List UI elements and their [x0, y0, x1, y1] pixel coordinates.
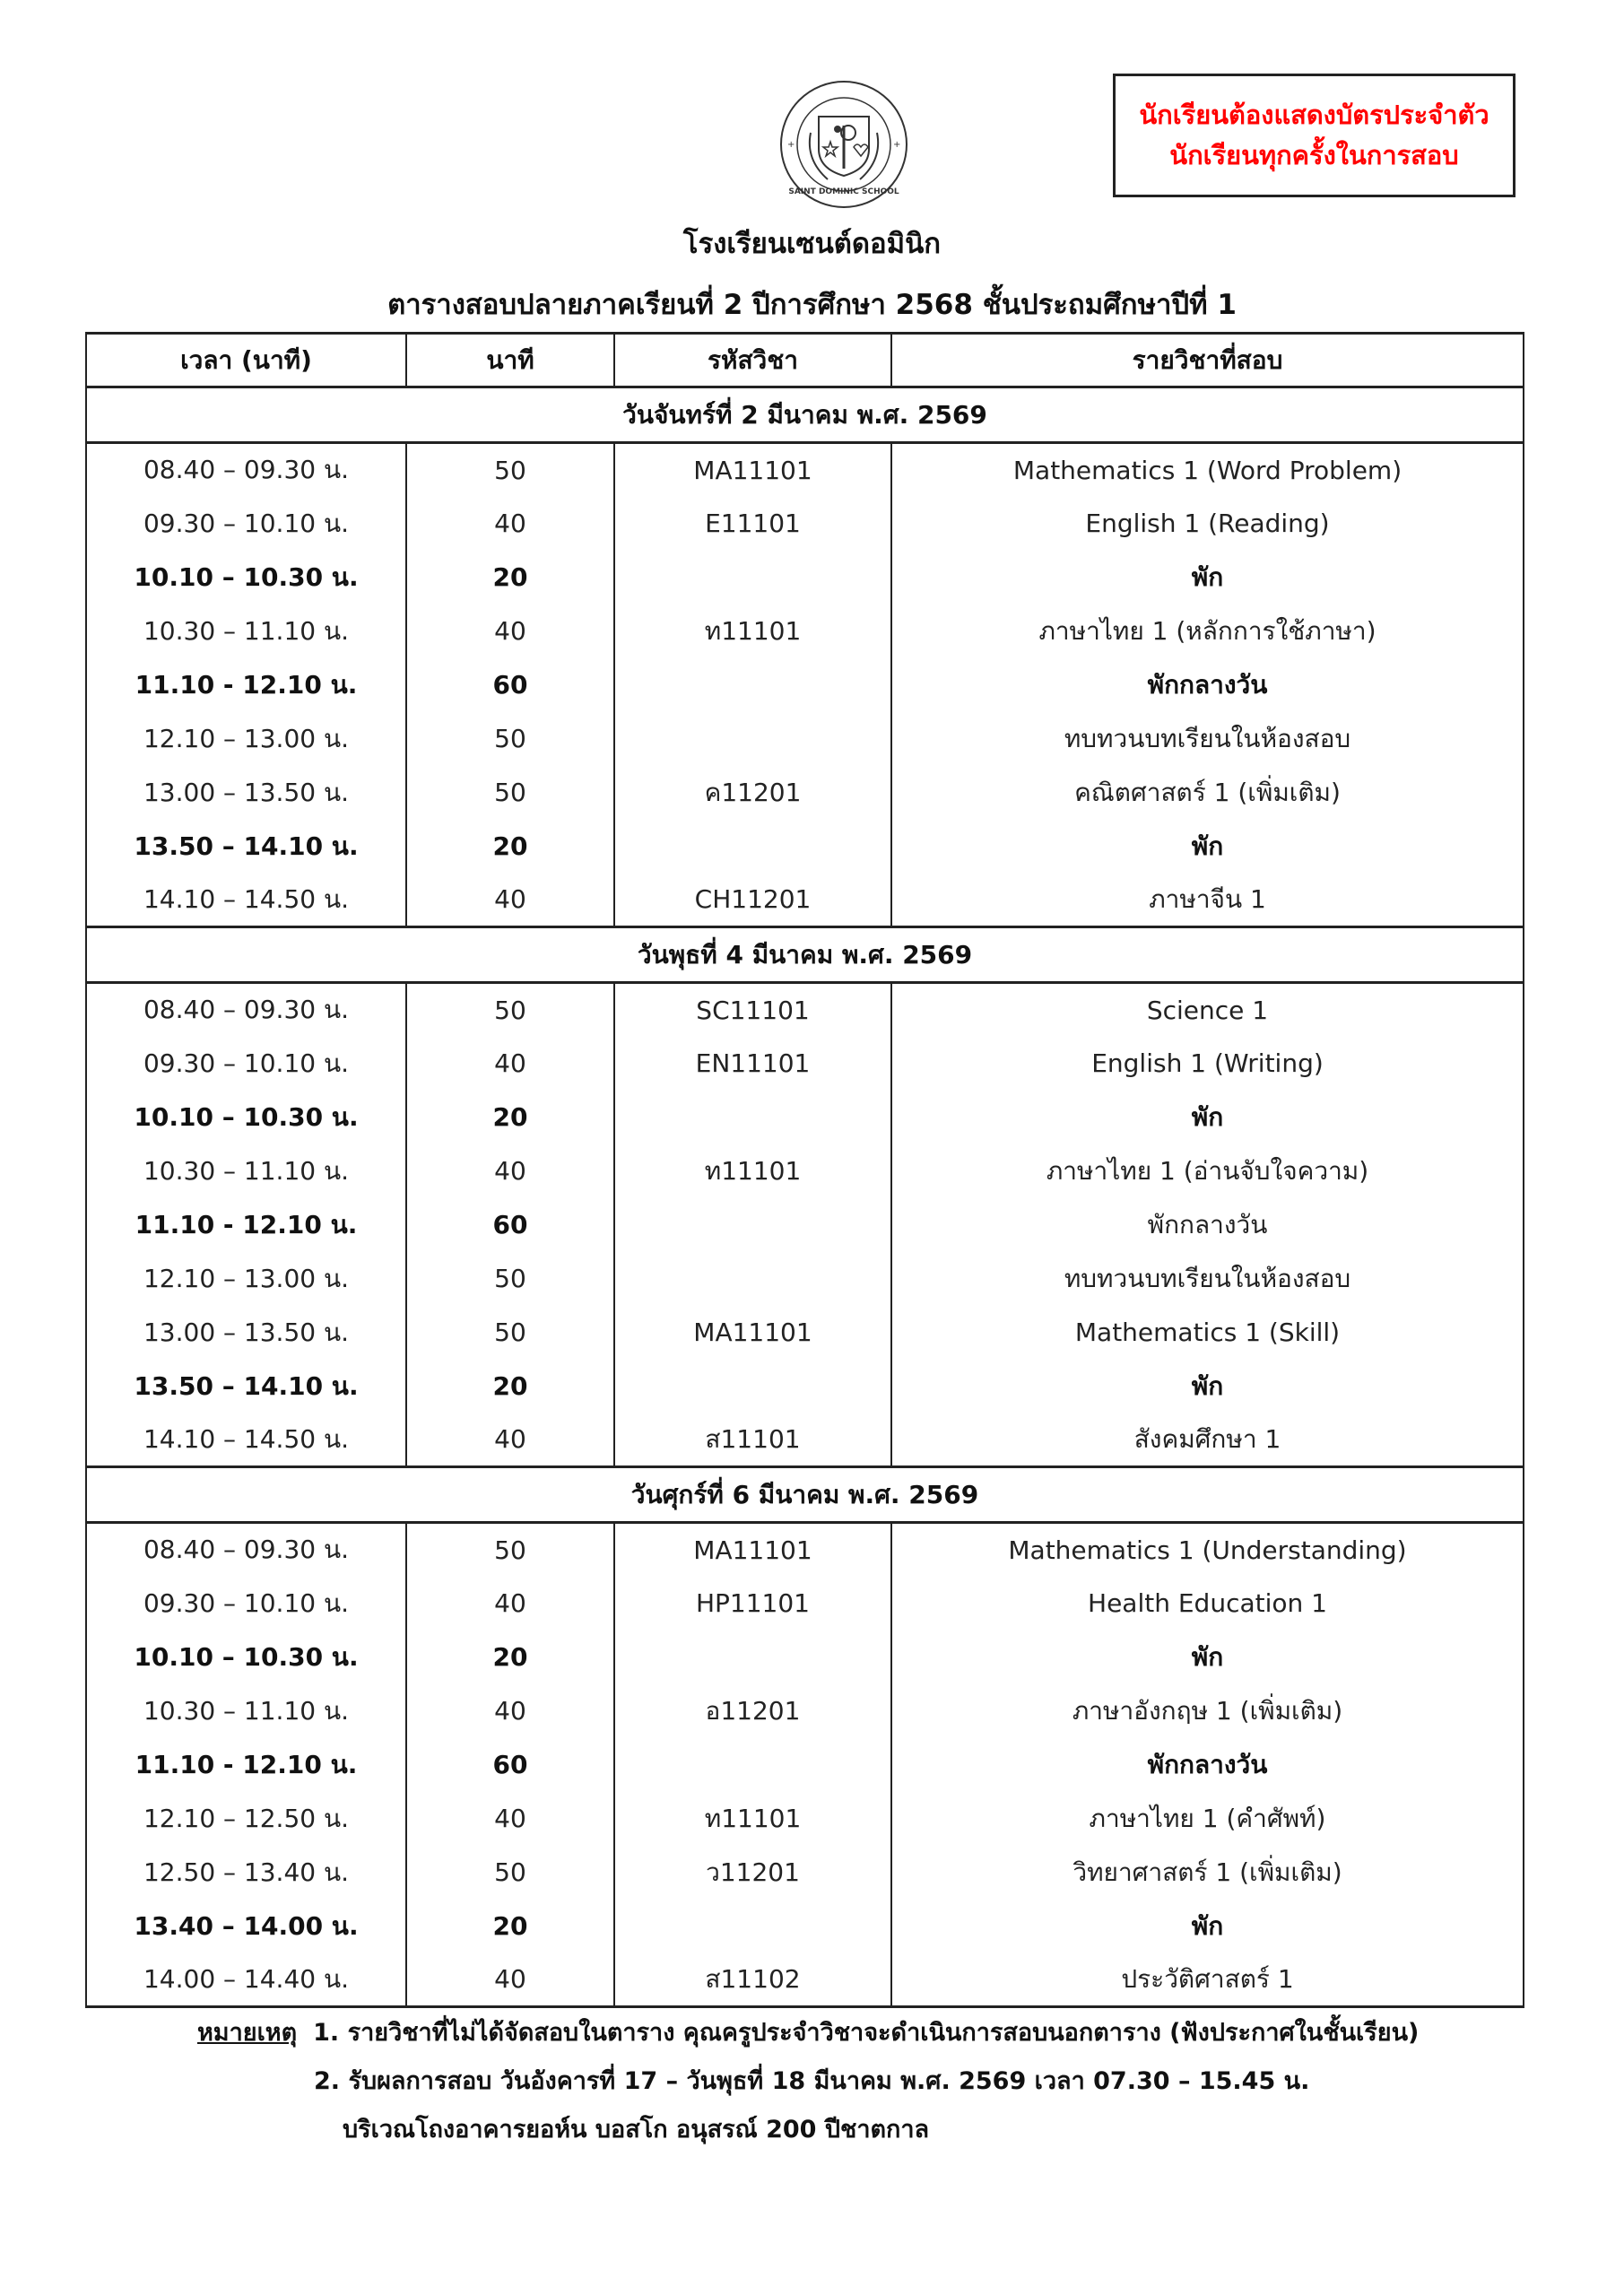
break-row — [86, 658, 1524, 712]
exam-slot-row — [86, 1306, 1524, 1360]
slot-time: 13.50 – 14.10 น. — [86, 820, 406, 874]
slot-minutes: 50 — [406, 983, 614, 1037]
slot-time: 10.30 – 11.10 น. — [86, 1684, 406, 1738]
slot-minutes: 40 — [406, 497, 614, 551]
subject-code: CH11201 — [614, 874, 891, 927]
subject-code — [614, 1252, 891, 1306]
subject-name: พักกลางวัน — [891, 1738, 1524, 1792]
exam-slot-row — [86, 1413, 1524, 1467]
subject-name: ประวัติศาสตร์ 1 — [891, 1953, 1524, 2007]
slot-minutes: 20 — [406, 1631, 614, 1684]
slot-time: 11.10 - 12.10 น. — [86, 1198, 406, 1252]
subject-code: ค11201 — [614, 766, 891, 820]
column-header-time: เวลา (นาที) — [86, 334, 406, 387]
exam-slot-row — [86, 712, 1524, 766]
subject-name: Science 1 — [891, 983, 1524, 1037]
slot-time: 09.30 – 10.10 น. — [86, 1577, 406, 1631]
slot-time: 12.10 – 13.00 น. — [86, 712, 406, 766]
crest-icon — [778, 79, 909, 210]
day-header-row — [86, 1467, 1524, 1523]
exam-slot-row — [86, 1792, 1524, 1846]
table-header-row — [86, 334, 1524, 387]
exam-date: วันจันทร์ที่ 2 มีนาคม พ.ศ. 2569 — [86, 387, 1524, 443]
slot-minutes: 20 — [406, 820, 614, 874]
slot-time: 09.30 – 10.10 น. — [86, 497, 406, 551]
subject-name: พัก — [891, 820, 1524, 874]
subject-name: พักกลางวัน — [891, 658, 1524, 712]
exam-slot-row — [86, 497, 1524, 551]
school-crest-logo — [778, 79, 909, 210]
slot-minutes: 40 — [406, 1144, 614, 1198]
subject-code: MA11101 — [614, 1306, 891, 1360]
subject-code: ส11101 — [614, 1413, 891, 1467]
slot-time: 10.10 – 10.30 น. — [86, 1631, 406, 1684]
subject-code: MA11101 — [614, 1523, 891, 1577]
subject-name: ภาษาจีน 1 — [891, 874, 1524, 927]
slot-time: 10.30 – 11.10 น. — [86, 1144, 406, 1198]
svg-text:+: + — [787, 140, 795, 150]
subject-name: ภาษาไทย 1 (คำศัพท์) — [891, 1792, 1524, 1846]
slot-minutes: 40 — [406, 604, 614, 658]
subject-code — [614, 1900, 891, 1953]
exam-slot-row — [86, 874, 1524, 927]
slot-minutes: 50 — [406, 766, 614, 820]
exam-slot-row — [86, 983, 1524, 1037]
slot-time: 08.40 – 09.30 น. — [86, 1523, 406, 1577]
subject-code — [614, 658, 891, 712]
subject-code — [614, 820, 891, 874]
slot-minutes: 20 — [406, 551, 614, 604]
break-row — [86, 820, 1524, 874]
subject-name: English 1 (Reading) — [891, 497, 1524, 551]
subject-code — [614, 1360, 891, 1413]
slot-time: 10.10 – 10.30 น. — [86, 551, 406, 604]
slot-time: 10.30 – 11.10 น. — [86, 604, 406, 658]
subject-name: พัก — [891, 1900, 1524, 1953]
slot-minutes: 40 — [406, 1684, 614, 1738]
subject-name: Mathematics 1 (Understanding) — [891, 1523, 1524, 1577]
slot-time: 13.50 – 14.10 น. — [86, 1360, 406, 1413]
slot-minutes: 40 — [406, 1037, 614, 1091]
subject-code — [614, 1738, 891, 1792]
remark-line-2: 2. รับผลการสอบ วันอังคารที่ 17 – วันพุธที่ 18 มีนาคม พ.ศ. 2569 เวลา 07.30 – 15.45 น. — [314, 2067, 1310, 2095]
subject-code: HP11101 — [614, 1577, 891, 1631]
subject-name: ภาษาไทย 1 (หลักการใช้ภาษา) — [891, 604, 1524, 658]
exam-slot-row — [86, 1144, 1524, 1198]
subject-code — [614, 1091, 891, 1144]
notice-line-1: นักเรียนต้องแสดงบัตรประจำตัว — [1139, 99, 1489, 130]
svg-text:SAINT DOMINIC SCHOOL: SAINT DOMINIC SCHOOL — [788, 187, 899, 196]
subject-code: ท11101 — [614, 604, 891, 658]
slot-time: 12.10 – 12.50 น. — [86, 1792, 406, 1846]
slot-time: 12.50 – 13.40 น. — [86, 1846, 406, 1900]
exam-slot-row — [86, 766, 1524, 820]
slot-minutes: 40 — [406, 1792, 614, 1846]
id-card-notice-box — [1113, 74, 1515, 197]
slot-minutes: 50 — [406, 1846, 614, 1900]
exam-slot-row — [86, 443, 1524, 497]
slot-minutes: 40 — [406, 874, 614, 927]
slot-minutes: 50 — [406, 443, 614, 497]
subject-name: พัก — [891, 1091, 1524, 1144]
break-row — [86, 1198, 1524, 1252]
slot-time: 09.30 – 10.10 น. — [86, 1037, 406, 1091]
slot-minutes: 60 — [406, 1738, 614, 1792]
slot-minutes: 50 — [406, 712, 614, 766]
slot-time: 11.10 - 12.10 น. — [86, 658, 406, 712]
slot-minutes: 20 — [406, 1360, 614, 1413]
subject-name: Health Education 1 — [891, 1577, 1524, 1631]
exam-slot-row — [86, 1684, 1524, 1738]
exam-slot-row — [86, 1846, 1524, 1900]
subject-code: ท11101 — [614, 1792, 891, 1846]
subject-name: คณิตศาสตร์ 1 (เพิ่มเติม) — [891, 766, 1524, 820]
remark-text-1: 1. รายวิชาที่ไม่ได้จัดสอบในตาราง คุณครูประจำวิชาจะดำเนินการสอบนอกตาราง (ฟังประกาศในชั้นเรียน) — [313, 2019, 1420, 2047]
subject-code — [614, 1198, 891, 1252]
subject-name: ภาษาอังกฤษ 1 (เพิ่มเติม) — [891, 1684, 1524, 1738]
slot-minutes: 20 — [406, 1091, 614, 1144]
slot-time: 08.40 – 09.30 น. — [86, 983, 406, 1037]
slot-time: 12.10 – 13.00 น. — [86, 1252, 406, 1306]
subject-name: English 1 (Writing) — [891, 1037, 1524, 1091]
slot-minutes: 40 — [406, 1413, 614, 1467]
subject-name: ภาษาไทย 1 (อ่านจับใจความ) — [891, 1144, 1524, 1198]
break-row — [86, 1091, 1524, 1144]
subject-name: พัก — [891, 1360, 1524, 1413]
exam-slot-row — [86, 1252, 1524, 1306]
exam-slot-row — [86, 1953, 1524, 2007]
slot-minutes: 40 — [406, 1577, 614, 1631]
slot-minutes: 40 — [406, 1953, 614, 2007]
slot-time: 13.00 – 13.50 น. — [86, 766, 406, 820]
subject-name: พักกลางวัน — [891, 1198, 1524, 1252]
subject-code: ว11201 — [614, 1846, 891, 1900]
slot-time: 13.00 – 13.50 น. — [86, 1306, 406, 1360]
break-row — [86, 1900, 1524, 1953]
slot-time: 11.10 - 12.10 น. — [86, 1738, 406, 1792]
subject-code — [614, 551, 891, 604]
exam-slot-row — [86, 1577, 1524, 1631]
subject-name: Mathematics 1 (Word Problem) — [891, 443, 1524, 497]
exam-slot-row — [86, 1523, 1524, 1577]
break-row — [86, 1360, 1524, 1413]
subject-code: EN11101 — [614, 1037, 891, 1091]
notice-line-2: นักเรียนทุกครั้งในการสอบ — [1169, 140, 1459, 170]
subject-code: อ11201 — [614, 1684, 891, 1738]
exam-slot-row — [86, 604, 1524, 658]
column-header-minutes: นาที — [406, 334, 614, 387]
remark-line-1 — [197, 2009, 1419, 2057]
break-row — [86, 551, 1524, 604]
subject-name: วิทยาศาสตร์ 1 (เพิ่มเติม) — [891, 1846, 1524, 1900]
slot-minutes: 50 — [406, 1306, 614, 1360]
exam-schedule-table — [85, 332, 1524, 2008]
slot-time: 14.00 – 14.40 น. — [86, 1953, 406, 2007]
slot-time: 10.10 – 10.30 น. — [86, 1091, 406, 1144]
day-header-row — [86, 927, 1524, 983]
slot-minutes: 50 — [406, 1252, 614, 1306]
break-row — [86, 1631, 1524, 1684]
column-header-subject: รายวิชาที่สอบ — [891, 334, 1524, 387]
slot-time: 08.40 – 09.30 น. — [86, 443, 406, 497]
slot-minutes: 60 — [406, 658, 614, 712]
subject-code: E11101 — [614, 497, 891, 551]
slot-time: 14.10 – 14.50 น. — [86, 1413, 406, 1467]
column-header-code: รหัสวิชา — [614, 334, 891, 387]
slot-minutes: 20 — [406, 1900, 614, 1953]
slot-time: 14.10 – 14.50 น. — [86, 874, 406, 927]
subject-code: ส11102 — [614, 1953, 891, 2007]
subject-code: ท11101 — [614, 1144, 891, 1198]
exam-date: วันศุกร์ที่ 6 มีนาคม พ.ศ. 2569 — [86, 1467, 1524, 1523]
remarks-label: หมายเหตุ — [197, 2019, 298, 2047]
svg-text:+: + — [893, 140, 901, 150]
subject-name: สังคมศึกษา 1 — [891, 1413, 1524, 1467]
exam-schedule-title: ตารางสอบปลายภาคเรียนที่ 2 ปีการศึกษา 2568 ชั้นประถมศึกษาปีที่ 1 — [387, 289, 1237, 321]
subject-name: ทบทวนบทเรียนในห้องสอบ — [891, 712, 1524, 766]
subject-name: ทบทวนบทเรียนในห้องสอบ — [891, 1252, 1524, 1306]
exam-slot-row — [86, 1037, 1524, 1091]
school-name: โรงเรียนเซนต์ดอมินิก — [682, 228, 942, 260]
subject-code: SC11101 — [614, 983, 891, 1037]
slot-minutes: 60 — [406, 1198, 614, 1252]
subject-code — [614, 712, 891, 766]
subject-code — [614, 1631, 891, 1684]
break-row — [86, 1738, 1524, 1792]
day-header-row — [86, 387, 1524, 443]
slot-minutes: 50 — [406, 1523, 614, 1577]
remark-line-3: บริเวณโถงอาคารยอห์น บอสโก อนุสรณ์ 200 ปีชาตกาล — [343, 2116, 930, 2144]
subject-name: พัก — [891, 1631, 1524, 1684]
slot-time: 13.40 – 14.00 น. — [86, 1900, 406, 1953]
subject-name: Mathematics 1 (Skill) — [891, 1306, 1524, 1360]
subject-code: MA11101 — [614, 443, 891, 497]
remarks-section — [197, 2009, 1419, 2154]
exam-date: วันพุธที่ 4 มีนาคม พ.ศ. 2569 — [86, 927, 1524, 983]
subject-name: พัก — [891, 551, 1524, 604]
